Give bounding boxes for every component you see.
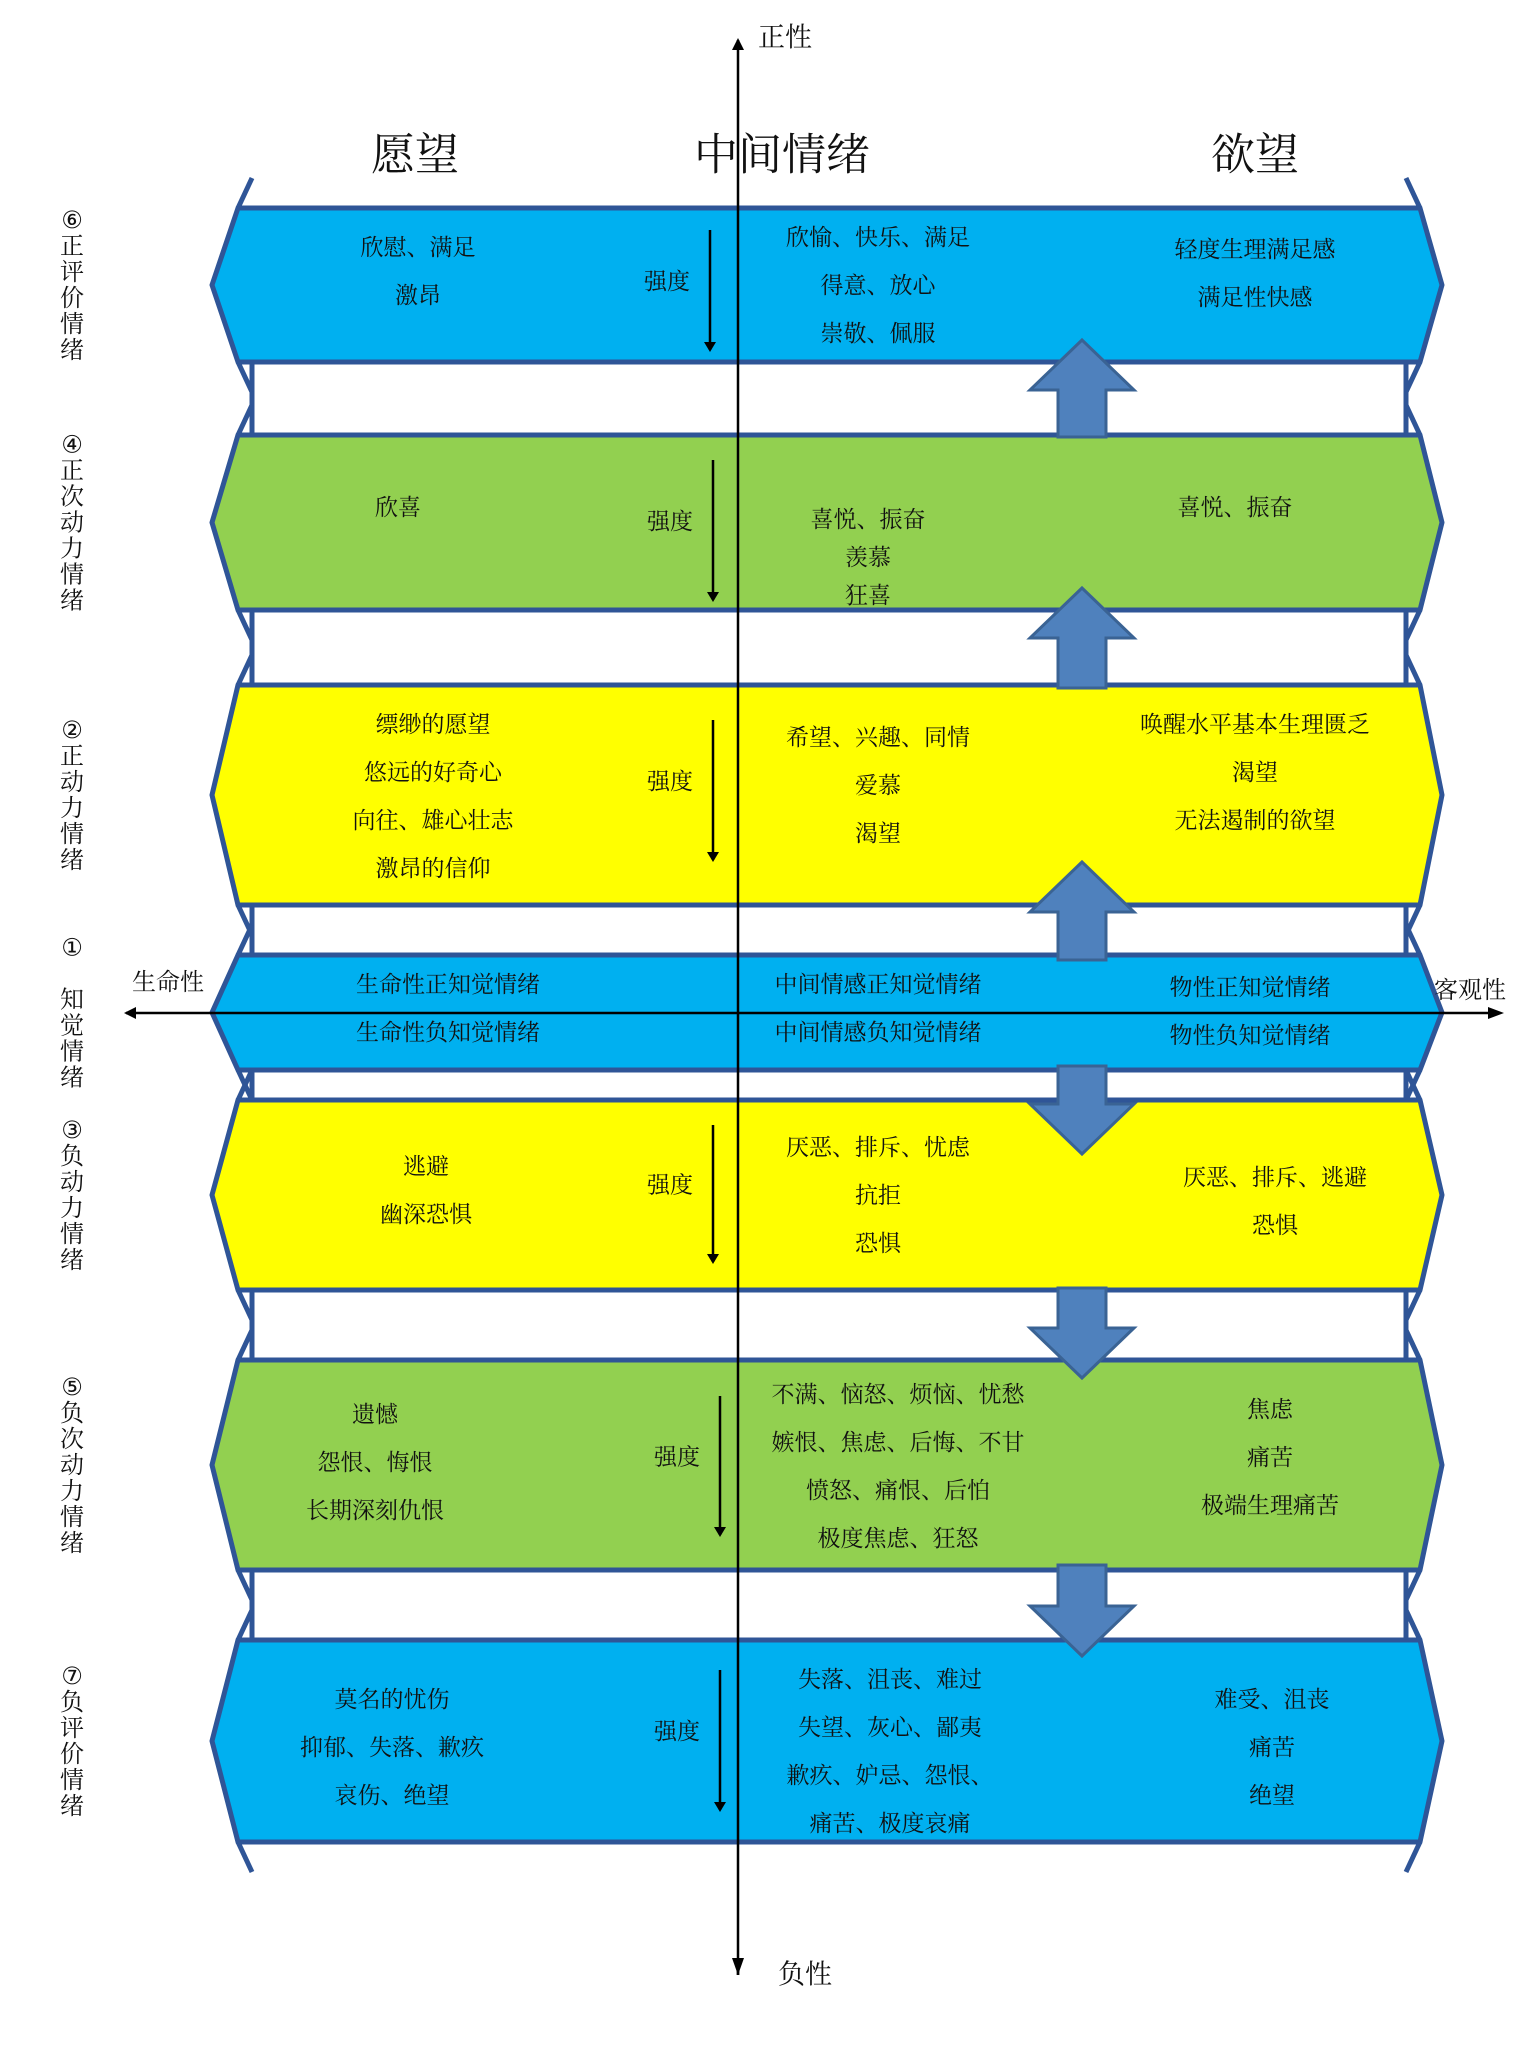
side-label-char: 正 bbox=[60, 456, 84, 485]
band-left-text: 欣喜 bbox=[375, 495, 421, 521]
band-middle-text: 狂喜 bbox=[845, 583, 891, 609]
band-left-text: 抑郁、失落、歉疚 bbox=[300, 1735, 484, 1761]
side-label-char: 绪 bbox=[60, 586, 84, 615]
band-right-text: 难受、沮丧 bbox=[1214, 1687, 1330, 1713]
band-middle-text: 渴望 bbox=[855, 821, 901, 847]
band-right-text: 物性负知觉情绪 bbox=[1169, 1023, 1331, 1049]
side-label-char: 价 bbox=[60, 284, 84, 312]
band-middle-text: 歉疚、妒忌、怨恨、 bbox=[786, 1763, 994, 1789]
side-label-char: 负 bbox=[60, 1688, 84, 1716]
band-connector bbox=[252, 1288, 1406, 1362]
column-header-right: 欲望 bbox=[1211, 129, 1299, 181]
band-right-text: 痛苦 bbox=[1249, 1735, 1295, 1761]
side-label-char: 情 bbox=[60, 1766, 84, 1794]
band-middle-text: 失落、沮丧、难过 bbox=[798, 1667, 982, 1693]
intensity-label: 强度 bbox=[647, 1172, 693, 1199]
side-label-char: 力 bbox=[60, 534, 84, 563]
side-label-char: 情 bbox=[60, 1503, 84, 1531]
band-right-text: 焦虑 bbox=[1247, 1397, 1293, 1423]
side-label-char: ⑤ bbox=[61, 1373, 83, 1401]
band-left-text: 长期深刻仇恨 bbox=[306, 1498, 444, 1524]
band-middle-text: 厌恶、排斥、忧虑 bbox=[786, 1135, 970, 1161]
band-middle-text: 得意、放心 bbox=[820, 273, 936, 299]
axis-right-label: 客观性 bbox=[1434, 976, 1506, 1004]
side-label-char: 正 bbox=[60, 742, 84, 770]
band-middle-text: 失望、灰心、鄙夷 bbox=[798, 1715, 982, 1741]
side-label-char: 情 bbox=[60, 1037, 84, 1066]
side-label-char: 动 bbox=[60, 768, 84, 796]
band-left-text: 激昂 bbox=[395, 283, 441, 309]
band-right-text: 极端生理痛苦 bbox=[1201, 1493, 1339, 1519]
band-right-text: 绝望 bbox=[1249, 1783, 1295, 1809]
band-middle-text: 抗拒 bbox=[855, 1183, 901, 1209]
side-label-char: 情 bbox=[60, 820, 84, 848]
side-label-char: ② bbox=[61, 716, 83, 744]
band-left-text: 向往、雄心壮志 bbox=[352, 808, 514, 834]
side-label-char: 力 bbox=[60, 1194, 84, 1222]
side-label-char: 情 bbox=[60, 310, 84, 338]
band-right-text: 痛苦 bbox=[1247, 1445, 1293, 1471]
side-label-char: ⑦ bbox=[61, 1662, 83, 1690]
band-flare bbox=[1406, 1842, 1420, 1872]
side-label-char: 绪 bbox=[60, 1792, 84, 1820]
band-left-text: 莫名的忧伤 bbox=[334, 1687, 450, 1713]
band-middle-text: 爱慕 bbox=[855, 773, 901, 799]
axis-left-label: 生命性 bbox=[132, 968, 204, 996]
band-connector bbox=[252, 360, 1406, 437]
side-label-char: ① bbox=[61, 933, 83, 962]
band-connector bbox=[252, 903, 1406, 957]
band-right-text: 喜悦、振奋 bbox=[1177, 495, 1293, 521]
band-middle-text: 希望、兴趣、同情 bbox=[786, 725, 970, 751]
axis-bottom-label: 负性 bbox=[778, 1959, 832, 1991]
band-left-text: 生命性正知觉情绪 bbox=[356, 972, 540, 998]
band-flare bbox=[1406, 178, 1420, 208]
side-label-char: 绪 bbox=[60, 1246, 84, 1274]
band-left-text: 遗憾 bbox=[352, 1402, 398, 1428]
axis-top-label: 正性 bbox=[758, 22, 812, 54]
band-middle-text: 嫉恨、焦虑、后悔、不甘 bbox=[771, 1430, 1025, 1456]
band-left-text: 激昂的信仰 bbox=[375, 856, 491, 882]
band-middle-text: 不满、恼怒、烦恼、忧愁 bbox=[771, 1382, 1025, 1408]
side-label-char: 动 bbox=[60, 508, 84, 537]
band-right-text: 渴望 bbox=[1232, 760, 1278, 786]
band-left-text: 幽深恐惧 bbox=[380, 1202, 472, 1228]
side-label-char: 力 bbox=[60, 1477, 84, 1505]
side-label-char: 情 bbox=[60, 1220, 84, 1248]
side-label-char: 正 bbox=[60, 232, 84, 260]
band-right-text: 轻度生理满足感 bbox=[1174, 237, 1336, 263]
side-label-char: ④ bbox=[61, 430, 83, 459]
side-label-char: 次 bbox=[60, 482, 84, 511]
band-connector bbox=[252, 1568, 1406, 1642]
side-label-char: ⑥ bbox=[61, 206, 83, 234]
band-negative-dynamic bbox=[212, 1100, 1442, 1290]
band-middle-text: 极度焦虑、狂怒 bbox=[817, 1526, 979, 1552]
band-right-text: 厌恶、排斥、逃避 bbox=[1183, 1165, 1367, 1191]
side-label-char: 评 bbox=[60, 258, 84, 286]
horizontal-axis-right-arrowhead bbox=[1488, 1007, 1504, 1019]
side-label-char: 评 bbox=[60, 1714, 84, 1742]
band-right-text: 满足性快感 bbox=[1197, 285, 1313, 311]
side-label-char: 负 bbox=[60, 1399, 84, 1427]
column-header-middle: 中间情绪 bbox=[694, 129, 870, 181]
band-middle-text: 崇敬、佩服 bbox=[820, 321, 936, 347]
band-flare bbox=[238, 178, 252, 208]
band-left-text: 生命性负知觉情绪 bbox=[356, 1020, 540, 1046]
side-label-char: 次 bbox=[60, 1425, 84, 1453]
band-right-text: 物性正知觉情绪 bbox=[1169, 975, 1331, 1001]
band-right-text: 无法遏制的欲望 bbox=[1174, 808, 1336, 834]
intensity-label: 强度 bbox=[647, 769, 693, 795]
side-label-char: 绪 bbox=[60, 846, 84, 874]
side-label-char: 负 bbox=[60, 1142, 84, 1170]
band-left-text: 怨恨、悔恨 bbox=[317, 1450, 433, 1476]
side-label-char: 知 bbox=[60, 985, 84, 1014]
side-label-char: 绪 bbox=[60, 1529, 84, 1557]
band-left-text: 缥缈的愿望 bbox=[375, 712, 491, 738]
side-label-char: 动 bbox=[60, 1451, 84, 1479]
side-label-char: 情 bbox=[60, 560, 84, 589]
band-middle-text: 喜悦、振奋 bbox=[810, 507, 926, 533]
side-label-char: 价 bbox=[60, 1740, 84, 1768]
band-middle-text: 恐惧 bbox=[855, 1231, 901, 1257]
side-label-char: 动 bbox=[60, 1168, 84, 1196]
intensity-label: 强度 bbox=[644, 269, 690, 295]
vertical-axis-down-arrowhead bbox=[732, 1958, 744, 1975]
intensity-label: 强度 bbox=[654, 1444, 700, 1471]
band-middle-text: 欣愉、快乐、满足 bbox=[786, 225, 970, 251]
band-middle-text: 愤怒、痛恨、后怕 bbox=[806, 1478, 990, 1504]
band-middle-text: 痛苦、极度哀痛 bbox=[809, 1811, 971, 1837]
side-label-char: ③ bbox=[61, 1116, 83, 1144]
band-middle-text: 中间情感负知觉情绪 bbox=[774, 1020, 982, 1046]
band-connector bbox=[252, 608, 1406, 687]
band-middle-text: 羡慕 bbox=[845, 545, 891, 571]
side-label-char: 觉 bbox=[60, 1011, 84, 1040]
band-right-text: 恐惧 bbox=[1252, 1213, 1298, 1239]
band-connector bbox=[252, 1068, 1406, 1102]
column-header-left: 愿望 bbox=[371, 129, 459, 181]
intensity-label: 强度 bbox=[647, 509, 693, 535]
band-middle-text: 中间情感正知觉情绪 bbox=[774, 972, 982, 998]
intensity-label: 强度 bbox=[654, 1719, 700, 1745]
band-left-text: 悠远的好奇心 bbox=[364, 760, 502, 786]
band-left-text: 逃避 bbox=[403, 1154, 449, 1180]
side-label-char: 绪 bbox=[60, 1063, 84, 1092]
side-label-char: 力 bbox=[60, 794, 84, 822]
band-left-text: 哀伤、绝望 bbox=[334, 1783, 450, 1809]
band-right-text: 唤醒水平基本生理匮乏 bbox=[1140, 712, 1370, 738]
side-label-char: 绪 bbox=[60, 336, 84, 364]
band-flare bbox=[238, 1842, 252, 1872]
band-left-text: 欣慰、满足 bbox=[360, 235, 476, 261]
